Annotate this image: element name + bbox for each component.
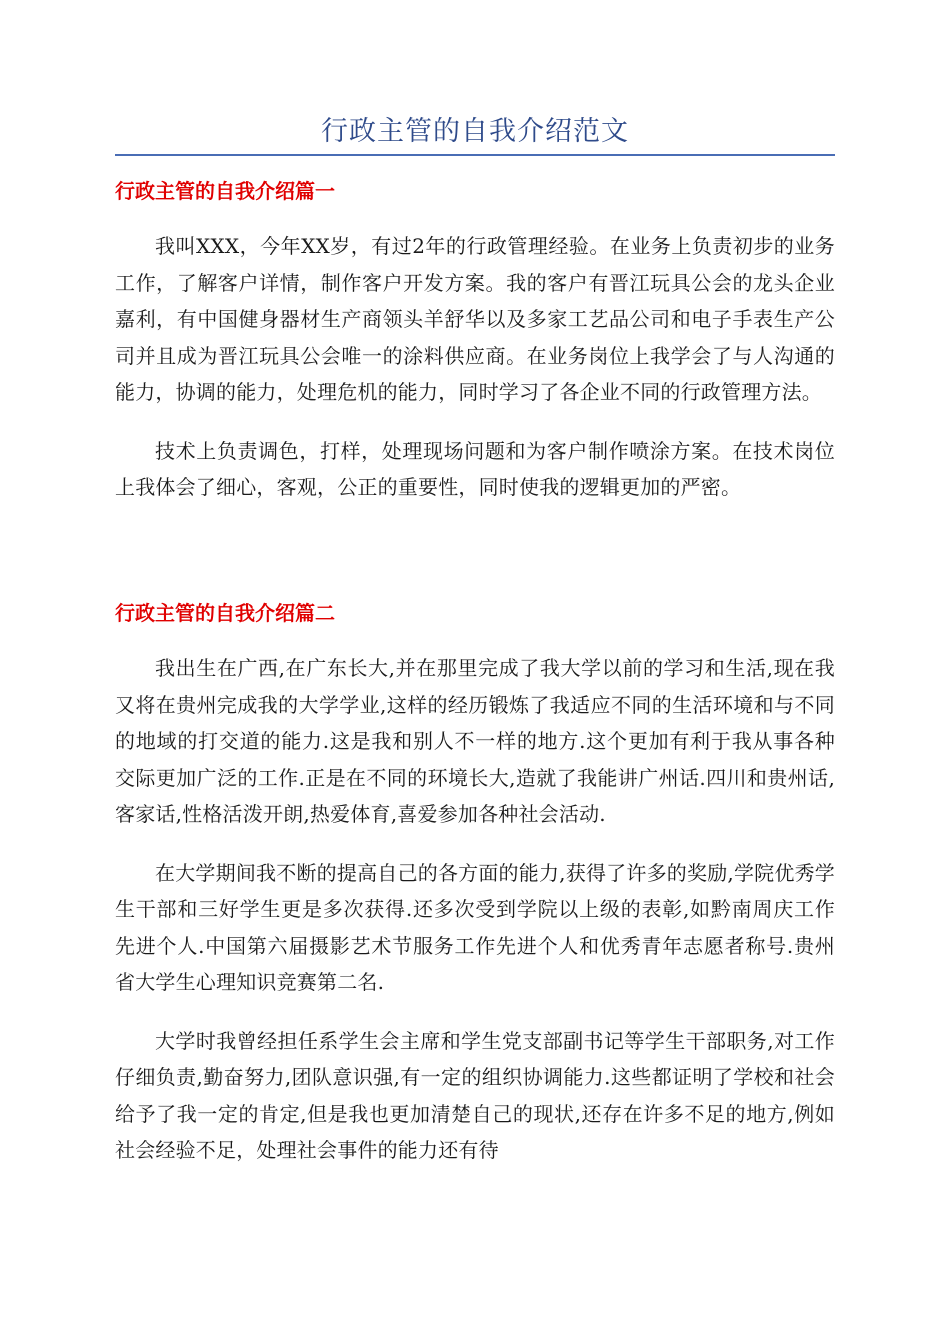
body-paragraph: 在大学期间我不断的提高自己的各方面的能力,获得了许多的奖励,学院优秀学生干部和三好学生更是多次获得.还多次受到学院以上级的表彰,如黔南周庆工作先进个人.中国第六届摄影艺术节服务工作先进个人和优秀青年志愿者称号.贵州省大学生心理知识竞赛第二名. <box>115 860 835 994</box>
body-paragraph: 技术上负责调色，打样，处理现场问题和为客户制作喷涂方案。在技术岗位上我体会了细心，客观，公正的重要性，同时使我的逻辑更加的严密。 <box>115 438 835 499</box>
body-paragraph: 大学时我曾经担任系学生会主席和学生党支部副书记等学生干部职务,对工作仔细负责,勤奋努力,团队意识强,有一定的组织协调能力.这些都证明了学校和社会给予了我一定的肯定,但是我也更加清楚自己的现状,还存在许多不足的地方,例如社会经验不足，处理社会事件的能力还有待 <box>115 1028 835 1162</box>
section-1 <box>115 176 835 506</box>
document-title: 行政主管的自我介绍范文 <box>321 116 629 147</box>
body-paragraph: 我出生在广西,在广东长大,并在那里完成了我大学以前的学习和生活,现在我又将在贵州完成我的大学学业,这样的经历锻炼了我适应不同的生活环境和与不同的地域的打交道的能力.这是我和别人不一样的地方.这个更加有利于我从事各种交际更加广泛的工作.正是在不同的环境长大,造就了我能讲广州话.四川和贵州话,客家话,性格活泼开朗,热爱体育,喜爱参加各种社会活动. <box>115 656 835 826</box>
title-underline <box>115 154 835 156</box>
section-2 <box>115 598 835 1169</box>
section-heading: 行政主管的自我介绍篇二 <box>115 601 335 625</box>
body-paragraph: 我叫XXX，今年XX岁，有过2年的行政管理经验。在业务上负责初步的业务工作，了解客户详情，制作客户开发方案。我的客户有晋江玩具公会的龙头企业嘉利，有中国健身器材生产商领头羊舒华以及多家工艺品公司和电子手表生产公司并且成为晋江玩具公会唯一的涂料供应商。在业务岗位上我学会了与人沟通的能力，协调的能力，处理危机的能力，同时学习了各企业不同的行政管理方法。 <box>115 234 835 404</box>
section-heading: 行政主管的自我介绍篇一 <box>115 179 335 203</box>
